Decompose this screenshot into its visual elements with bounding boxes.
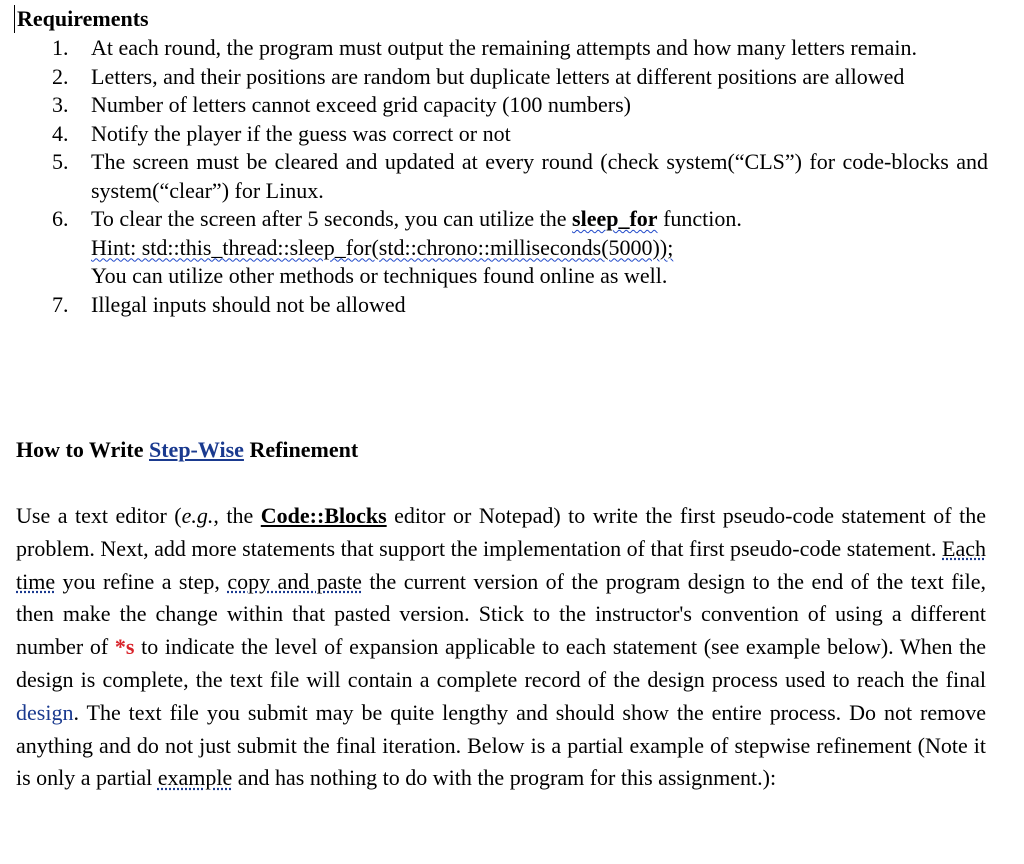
requirement-text: Notify the player if the guess was correct or not — [91, 120, 511, 146]
paragraph-text: and has nothing to do with the program for this assignment.): — [232, 765, 777, 791]
requirement-text-part: function. — [657, 206, 742, 231]
paragraph-text: . The text file you submit may be quite lengthy and should show the entire process. Do not remove anything and do not just submit the final iteration. Below is a partial example of stepwise refinement (Note it is only a partial — [16, 699, 986, 791]
requirement-text-part: To clear the screen after 5 seconds, you can utilize the — [91, 206, 573, 231]
each-time-text: Each time — [16, 535, 986, 594]
paragraph-text: Use a text editor ( — [16, 503, 182, 528]
paragraph-text: , the — [213, 503, 261, 528]
refinement-paragraph — [16, 500, 986, 795]
design-word: design — [16, 699, 74, 725]
paragraph-text: you refine a step, — [55, 568, 228, 594]
requirement-text — [91, 205, 988, 291]
list-number: 7. — [52, 291, 69, 317]
stepwise-refinement-heading — [16, 436, 358, 464]
requirement-text: The screen must be cleared and updated at every round (check system(“CLS”) for code-blocks and system(“clear”) for Linux. — [91, 149, 988, 203]
example-text: example — [157, 765, 233, 791]
paragraph-text: to indicate the level of expansion applicable to each statement (see example below). When the design is complete, the text file will contain a complete record of the design process used to reach the final — [16, 634, 987, 692]
requirement-item-6 — [52, 205, 988, 291]
hint-code-line: Hint: std::this_thread::sleep_for(std::chrono::milliseconds(5000)); — [91, 234, 674, 260]
requirement-item-7 — [52, 291, 988, 320]
requirement-text: At each round, the program must output the remaining attempts and how many letters remain. — [91, 35, 918, 60]
copy-paste-text: copy and paste — [227, 568, 362, 594]
requirements-list — [52, 34, 988, 319]
paragraph-text: the current version of the program design to the end of the text file, then make the change within that pasted version. Stick to the instructor's convention of using a different number of — [16, 568, 987, 660]
list-number: 3. — [52, 92, 69, 117]
requirement-text: Letters, and their positions are random but duplicate letters at different positions are allowed — [91, 63, 905, 89]
heading-text-part: How to Write — [16, 437, 149, 462]
requirement-item-4 — [52, 120, 988, 149]
eg-text: e.g. — [181, 503, 214, 528]
requirement-item-2 — [52, 63, 988, 92]
requirements-heading: Requirements — [14, 5, 149, 33]
list-number: 6. — [52, 206, 69, 231]
heading-text-part: Refinement — [243, 437, 359, 462]
step-wise-link[interactable]: Step-Wise — [149, 437, 244, 462]
list-number: 5. — [52, 149, 69, 174]
requirement-item-5 — [52, 148, 988, 205]
list-number: 1. — [52, 35, 69, 60]
paragraph-text: editor or Notepad) to write the first pseudo-code statement of the problem. Next, add more statements that support the implementation of that first pseudo-code statement. — [16, 503, 986, 561]
list-number: 2. — [52, 63, 69, 89]
asterisk-s-text: *s — [114, 634, 135, 660]
sleep-for-term: sleep_for — [572, 206, 658, 231]
codeblocks-link[interactable]: Code::Blocks — [260, 503, 387, 528]
requirement-text: Illegal inputs should not be allowed — [91, 291, 406, 317]
requirement-item-1 — [52, 34, 988, 63]
requirement-item-3 — [52, 91, 988, 120]
extra-note-line: You can utilize other methods or techniques found online as well. — [91, 263, 668, 288]
list-number: 4. — [52, 120, 69, 146]
requirement-text: Number of letters cannot exceed grid capacity (100 numbers) — [91, 92, 632, 117]
